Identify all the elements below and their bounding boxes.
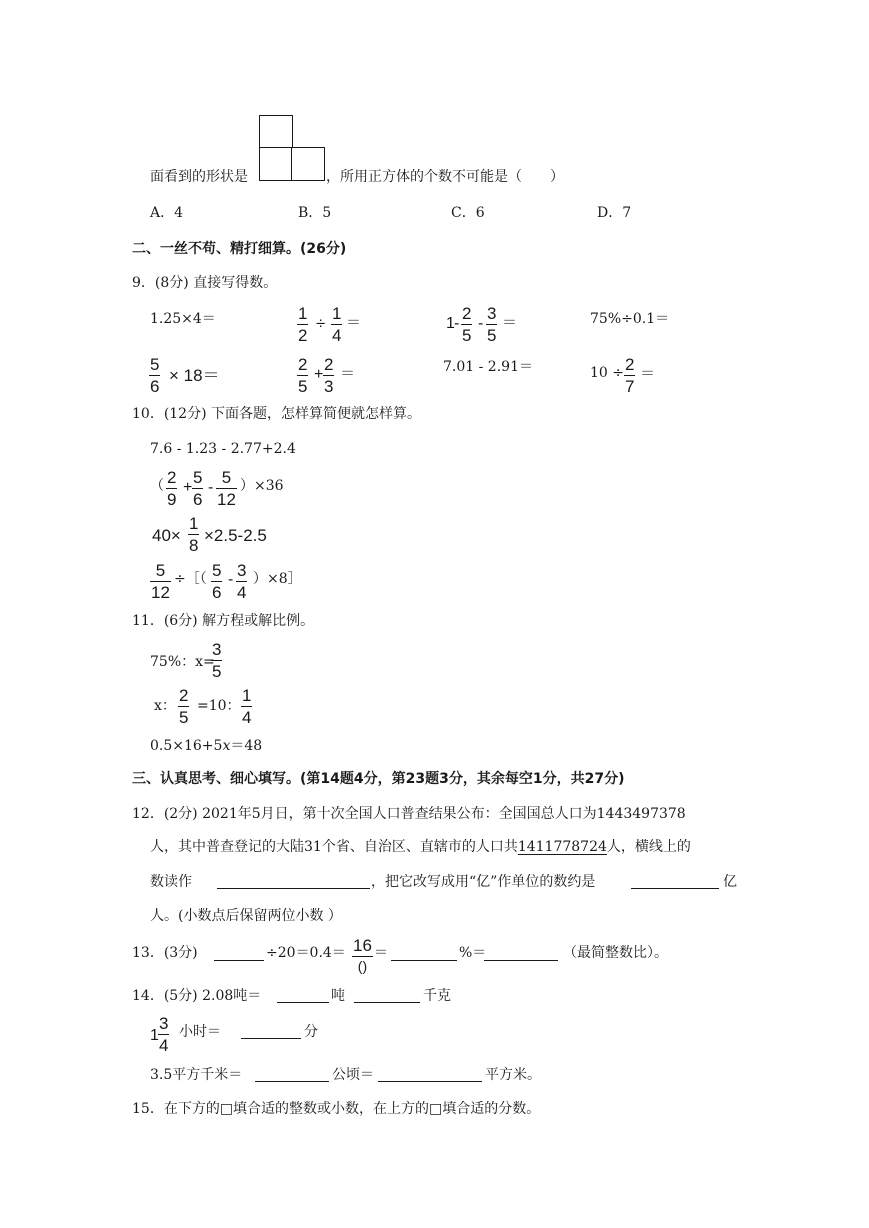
q11-e2-mid: =10： <box>197 698 241 714</box>
q14-blank-kg[interactable] <box>354 1002 420 1003</box>
q12-line2: 人，其中普查登记的大陆31个省、自治区、直辖市的人口共1411778724人，横线上的 <box>150 839 691 855</box>
q12-read-blank[interactable] <box>217 888 370 889</box>
q10-e4-div: ÷［（ <box>174 571 207 587</box>
q10-e4-close: ）×8］ <box>253 571 302 587</box>
q10-e2-frac-b: 5 6 <box>193 468 203 509</box>
q14-blank-ton[interactable] <box>277 1002 329 1003</box>
q9-p8-eq: ＝ <box>640 365 656 382</box>
q9-p3-minus1: - <box>454 315 460 332</box>
q12-line3-mid: ，把它改写成用“亿”作单位的数约是 <box>371 874 596 890</box>
q13-eq: ＝ <box>374 945 388 961</box>
q10-e2-plus: + <box>183 479 193 496</box>
section2-title: 二、一丝不苟、精打细算。(26分) <box>132 241 347 257</box>
q14-blank-ha[interactable] <box>255 1081 329 1082</box>
q14-l2-frac: 3 4 <box>159 1014 169 1055</box>
q14-l1-post: 千克 <box>423 988 451 1004</box>
q10-header: 10．(12分) 下面各题，怎样算简便就怎样算。 <box>132 406 422 422</box>
q9-header: 9．(8分) 直接写得数。 <box>132 275 278 291</box>
q12-line3-post: 亿 <box>723 874 737 890</box>
q9-p8-pre: 10 ÷ <box>590 365 624 381</box>
q9-p2-div: ÷ <box>316 314 326 333</box>
q12-line4: 人。(小数点后保留两位小数 ） <box>150 908 342 924</box>
q11-e3: 0.5×16+5x＝48 <box>150 738 263 754</box>
q9-p3-eq: ＝ <box>502 314 518 331</box>
q10-e4-frac-c: 3 4 <box>237 561 247 602</box>
q10-e3-post: ×2.5-2.5 <box>204 526 267 545</box>
q14-l1-pre: 14．(5分) 2.08吨＝ <box>132 988 262 1004</box>
q8-line-prefix: 面看到的形状是 <box>150 169 248 185</box>
q8-option-c: C．6 <box>451 205 485 221</box>
q12-line1: 12．(2分) 2021年5月日，第十次全国人口普查结果公布：全国国总人口为1443497378 <box>132 806 686 822</box>
q9-p3-minus2: - <box>478 315 484 332</box>
q9-p6-eq: ＝ <box>340 365 356 382</box>
q9-p4: 75%÷0.1＝ <box>590 311 670 327</box>
underlined-number: 1411778724 <box>517 839 607 855</box>
q9-frac-b: 1 4 <box>332 304 342 345</box>
q9-p5-times: × 18＝ <box>169 366 220 385</box>
q14-l1-mid: 吨 <box>331 988 345 1004</box>
q14-l3-mid: 公顷＝ <box>332 1067 374 1083</box>
q9-p3-one: 1 <box>446 315 455 332</box>
cube-face-bottom-left <box>259 147 293 181</box>
q13-post: （最简整数比）。 <box>563 945 668 961</box>
q11-e1-pre: 75%：x= <box>150 654 215 670</box>
q9-frac-e: 5 6 <box>150 355 160 396</box>
q10-e4-frac-b: 5 6 <box>212 561 222 602</box>
q10-e2-minus: - <box>208 479 214 496</box>
q14-l3-post: 平方米。 <box>485 1067 541 1083</box>
q13-frac: 16 () <box>353 936 372 974</box>
q9-p2-eq: ＝ <box>346 314 362 331</box>
q9-frac-d: 3 5 <box>487 304 497 345</box>
q9-frac-a: 1 2 <box>298 304 308 345</box>
q14-l2-int: 1 <box>150 1027 159 1044</box>
q11-e2-frac-a: 2 5 <box>179 686 189 727</box>
q14-blank-m2[interactable] <box>378 1081 482 1082</box>
cube-face-bottom-right <box>291 147 325 181</box>
q9-p7: 7.01 - 2.91＝ <box>443 359 533 375</box>
q10-e1: 7.6 - 1.23 - 2.77+2.4 <box>150 441 296 457</box>
q8-option-a: A．4 <box>150 205 184 221</box>
q11-e2-pre: x： <box>154 698 176 714</box>
q8-option-b: B．5 <box>298 205 332 221</box>
q9-frac-i: 2 7 <box>625 355 635 396</box>
q14-l3-pre: 3.5平方千米＝ <box>150 1067 243 1083</box>
q11-e1-frac: 3 5 <box>212 640 222 681</box>
section3-title: 三、认真思考、细心填写。(第14题4分，第23题3分，其余每空1分，共27分) <box>132 771 625 787</box>
q12-line3-pre: 数读作 <box>150 874 192 890</box>
q11-header: 11．(6分) 解方程或解比例。 <box>132 613 315 629</box>
q9-p6-plus: + <box>314 366 324 383</box>
q10-e2-open: （ <box>150 478 164 494</box>
q9-frac-c: 2 5 <box>462 304 472 345</box>
q10-e2-frac-c: 5 12 <box>217 468 236 509</box>
q10-e4-frac-a: 5 12 <box>151 561 170 602</box>
q10-e3-frac: 1 8 <box>189 514 199 555</box>
q10-e4-minus: - <box>228 571 234 588</box>
q8-line-suffix: ，所用正方体的个数不可能是（ ） <box>326 169 564 185</box>
q13-pre: 13．(3分) <box>132 945 198 961</box>
q8-option-d: D．7 <box>597 205 632 221</box>
q9-frac-g: 2 5 <box>298 355 308 396</box>
q13-blank-3[interactable] <box>484 960 558 961</box>
q15-text: 15．在下方的□填合适的整数或小数，在上方的□填合适的分数。 <box>132 1101 541 1117</box>
q10-e2-frac-a: 2 9 <box>167 468 177 509</box>
q13-blank-1[interactable] <box>214 960 264 961</box>
q9-frac-h: 2 3 <box>324 355 334 396</box>
q9-p1: 1.25×4＝ <box>150 311 216 327</box>
q12-yi-blank[interactable] <box>631 888 719 889</box>
q10-e2-close: ）×36 <box>240 478 284 494</box>
cube-face-top <box>259 115 293 149</box>
q14-l2-mid: 小时＝ <box>179 1024 221 1040</box>
q14-l2-post: 分 <box>304 1024 318 1040</box>
q13-blank-2[interactable] <box>391 960 457 961</box>
q13-div: ÷20＝0.4＝ <box>266 945 346 961</box>
q13-pct: %＝ <box>459 945 487 961</box>
q11-e2-frac-b: 1 4 <box>242 686 252 727</box>
q14-blank-min[interactable] <box>241 1038 301 1039</box>
q10-e3-pre: 40× <box>152 526 181 545</box>
